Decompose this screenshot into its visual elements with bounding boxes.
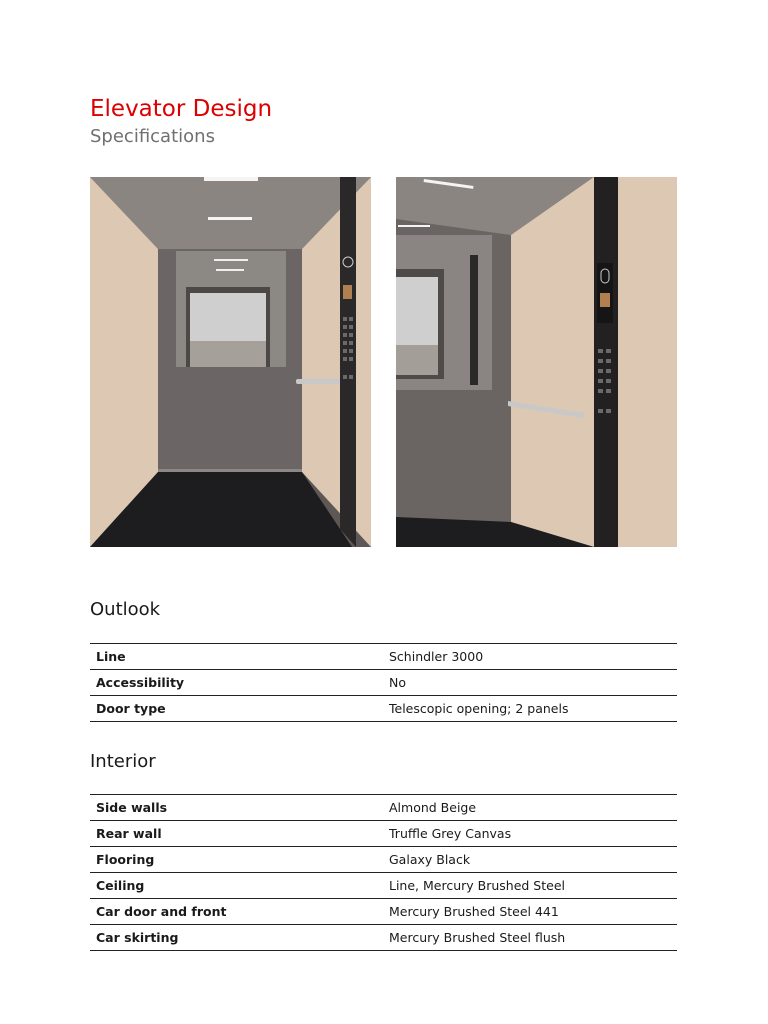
spec-value: Almond Beige <box>383 795 677 821</box>
spec-label: Door type <box>90 696 383 722</box>
page-title: Elevator Design <box>90 96 273 122</box>
spec-value: Mercury Brushed Steel 441 <box>383 899 677 925</box>
spec-label: Flooring <box>90 847 383 873</box>
spec-value: Line, Mercury Brushed Steel <box>383 873 677 899</box>
outlook-table <box>90 643 677 722</box>
spec-label: Car skirting <box>90 925 383 951</box>
table-row <box>90 847 677 873</box>
section-heading-outlook: Outlook <box>90 599 161 620</box>
spec-label: Side walls <box>90 795 383 821</box>
spec-value: Truffle Grey Canvas <box>383 821 677 847</box>
table-row <box>90 925 677 951</box>
spec-label: Car door and front <box>90 899 383 925</box>
spec-label: Line <box>90 644 383 670</box>
table-row <box>90 696 677 722</box>
spec-label: Ceiling <box>90 873 383 899</box>
spec-value: Telescopic opening; 2 panels <box>383 696 677 722</box>
table-row <box>90 821 677 847</box>
spec-value: No <box>383 670 677 696</box>
elevator-front-view-image <box>90 177 371 547</box>
table-row <box>90 899 677 925</box>
spec-value: Mercury Brushed Steel flush <box>383 925 677 951</box>
table-row <box>90 670 677 696</box>
page-subtitle: Specifications <box>90 126 215 147</box>
section-heading-interior: Interior <box>90 751 156 772</box>
table-row <box>90 644 677 670</box>
spec-label: Rear wall <box>90 821 383 847</box>
spec-label: Accessibility <box>90 670 383 696</box>
table-row <box>90 795 677 821</box>
table-row <box>90 873 677 899</box>
interior-table <box>90 794 677 951</box>
spec-value: Schindler 3000 <box>383 644 677 670</box>
elevator-angled-view-image <box>396 177 677 547</box>
spec-value: Galaxy Black <box>383 847 677 873</box>
